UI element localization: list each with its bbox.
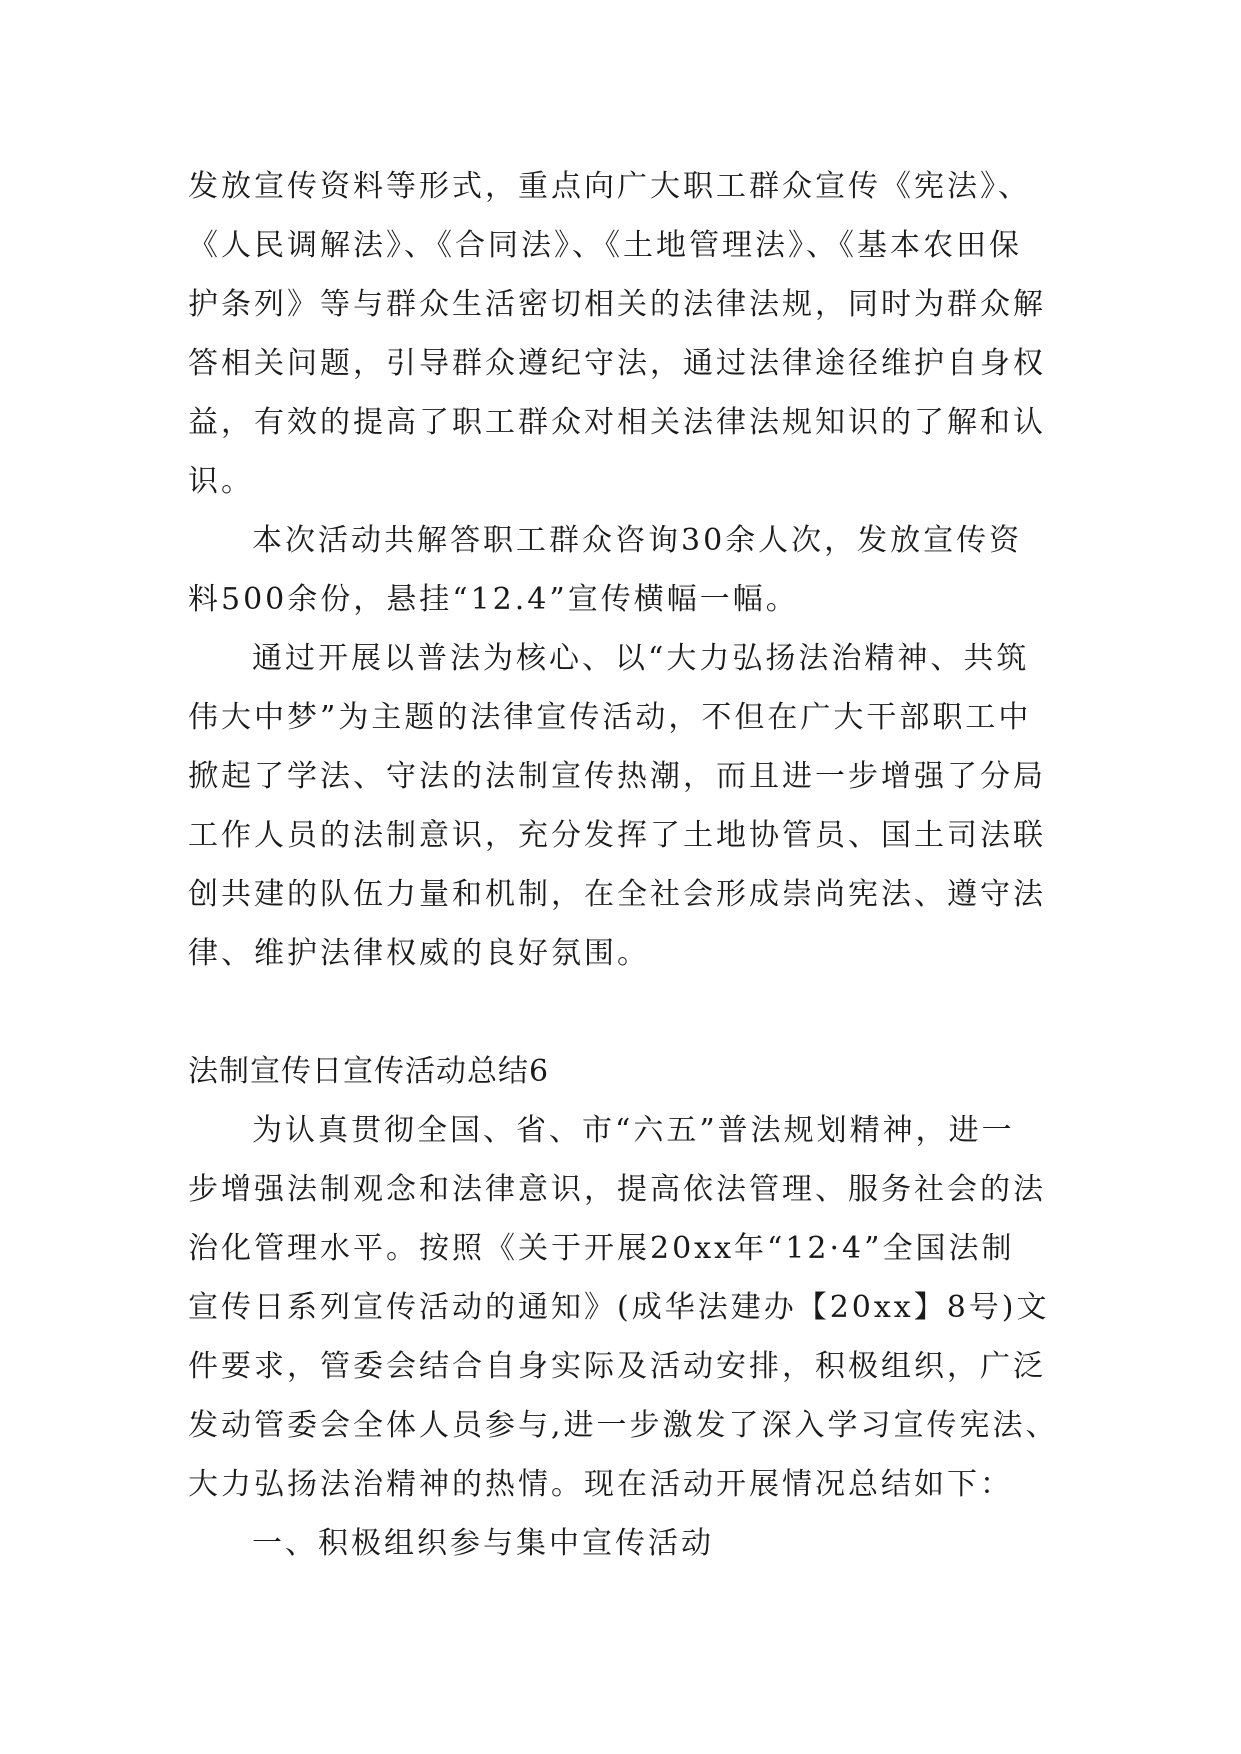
text-line: 律、维护法律权威的良好氛围。	[188, 936, 650, 971]
text-line: 大力弘扬法治精神的热情。现在活动开展情况总结如下：	[188, 1467, 1013, 1502]
text-line: 料500余份，悬挂“12.4”宣传横幅一幅。	[188, 582, 799, 617]
text-line: 件要求，管委会结合自身实际及活动安排，积极组织，广泛	[188, 1349, 1046, 1384]
text-line: 为认真贯彻全国、省、市“六五”普法规划精神，进一	[252, 1113, 1015, 1148]
text-line: 治化管理水平。按照《关于开展20xx年“12·4”全国法制	[188, 1231, 1015, 1266]
text-line: 《人民调解法》、《合同法》、《土地管理法》、《基本农田保	[188, 228, 1022, 263]
section-title: 法制宣传日宣传活动总结6	[188, 1054, 550, 1089]
text-line: 步增强法制观念和法律意识，提高依法管理、服务社会的法	[188, 1172, 1046, 1207]
document-body	[188, 157, 1058, 1573]
text-line: 护条列》等与群众生活密切相关的法律法规，同时为群众解	[188, 287, 1046, 322]
text-line: 答相关问题，引导群众遵纪守法，通过法律途径维护自身权	[188, 346, 1046, 381]
paragraph-introduction	[188, 1101, 1058, 1514]
text-line: 通过开展以普法为核心、以“大力弘扬法治精神、共筑	[252, 641, 1030, 676]
paragraph-legal-publicity	[188, 157, 1058, 511]
text-line: 本次活动共解答职工群众咨询30余人次，发放宣传资	[252, 523, 1023, 558]
text-line: 发动管委会全体人员参与,进一步激发了深入学习宣传宪法、	[188, 1408, 1059, 1443]
text-line: 工作人员的法制意识，充分发挥了土地协管员、国土司法联	[188, 818, 1046, 853]
text-line: 掀起了学法、守法的法制宣传热潮，而且进一步增强了分局	[188, 759, 1046, 794]
text-line: 伟大中梦”为主题的法律宣传活动，不但在广大干部职工中	[188, 700, 1032, 735]
text-line: 宣传日系列宣传活动的通知》(成华法建办【20xx】8号)文	[188, 1290, 1050, 1325]
paragraph-activity-effect	[188, 629, 1058, 983]
subheading: 一、积极组织参与集中宣传活动	[252, 1526, 714, 1561]
text-line: 识。	[188, 464, 254, 499]
text-line: 创共建的队伍力量和机制，在全社会形成崇尚宪法、遵守法	[188, 877, 1046, 912]
paragraph-activity-stats	[188, 511, 1058, 629]
text-line: 发放宣传资料等形式，重点向广大职工群众宣传《宪法》、	[188, 169, 1031, 204]
text-line: 益，有效的提高了职工群众对相关法律法规知识的了解和认	[188, 405, 1046, 440]
section-spacer	[188, 983, 1058, 1042]
